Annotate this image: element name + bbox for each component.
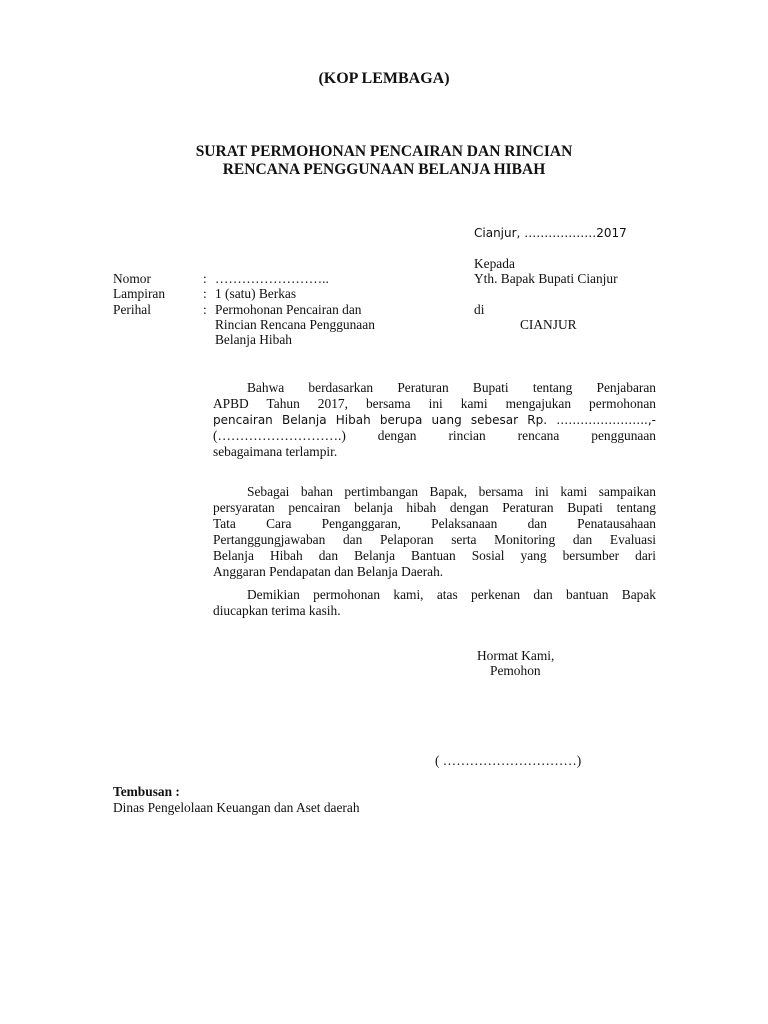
cc-label: Tembusan : (113, 784, 180, 799)
addressee-kepada: Kepada (474, 256, 515, 271)
place-city: Cianjur, (474, 226, 521, 240)
letterhead-placeholder: (KOP LEMBAGA) (318, 70, 450, 87)
cc-item: Dinas Pengelolaan Keuangan dan Aset daerah (113, 800, 360, 815)
nomor-colon: : (203, 271, 207, 286)
perihal-line3: Belanja Hibah (215, 332, 292, 347)
perihal-colon: : (203, 302, 207, 317)
nomor-value: …………………….. (215, 271, 329, 286)
perihal-line1: Permohonan Pencairan dan (215, 302, 362, 317)
paragraph-line: pencairan Belanja Hibah berupa uang sebesar Rp. …………………..,- (213, 413, 656, 427)
paragraph-line: diucapkan terima kasih. (213, 603, 341, 618)
paragraph-line: Anggaran Pendapatan dan Belanja Daerah. (213, 564, 444, 579)
lampiran-value: 1 (satu) Berkas (215, 286, 297, 301)
closing-hormat: Hormat Kami, (477, 648, 555, 663)
nomor-label: Nomor (113, 271, 151, 286)
paragraph-line: sebagaimana terlampir. (213, 444, 338, 459)
letter-title-line2: RENCANA PENGGUNAAN BELANJA HIBAH (222, 161, 546, 178)
signature-line: ( …………………………) (435, 753, 582, 768)
lampiran-colon: : (203, 286, 207, 301)
perihal-label: Perihal (113, 302, 151, 317)
place-date (474, 225, 627, 241)
body-paragraph-2 (213, 484, 656, 580)
paragraph-line: Belanja Hibah dan Belanja Bantuan Sosial yang bersumber dari (213, 548, 656, 563)
paragraph-line: Pertanggungjawaban dan Pelaporan serta Monitoring dan Evaluasi (213, 532, 656, 547)
paragraph-line: Sebagai bahan pertimbangan Bapak, bersama ini kami sampaikan (247, 484, 656, 499)
body-paragraph-3 (213, 587, 656, 619)
letter-title-line1: SURAT PERMOHONAN PENCAIRAN DAN RINCIAN (195, 143, 573, 160)
paragraph-line: persyaratan pencairan belanja hibah dengan Peraturan Bupati tentang (213, 500, 656, 515)
addressee-city: CIANJUR (520, 317, 577, 332)
paragraph-line: Demikian permohonan kami, atas perkenan dan bantuan Bapak (247, 587, 656, 602)
date-year: 2017 (596, 226, 627, 240)
date-blank: ……………… (524, 226, 597, 240)
perihal-line2: Rincian Rencana Penggunaan (215, 317, 375, 332)
paragraph-line: APBD Tahun 2017, bersama ini kami mengajukan permohonan (213, 396, 656, 411)
addressee-name: Yth. Bapak Bupati Cianjur (474, 271, 618, 286)
closing-pemohon: Pemohon (490, 663, 541, 678)
paragraph-line: Bahwa berdasarkan Peraturan Bupati tentang Penjabaran (247, 380, 656, 395)
lampiran-label: Lampiran (113, 286, 166, 301)
addressee-di: di (474, 302, 485, 317)
paragraph-line: Tata Cara Penganggaran, Pelaksanaan dan Penatausahaan (213, 516, 656, 531)
paragraph-line: (……………………….) dengan rincian rencana penggunaan (213, 428, 656, 443)
body-paragraph-1 (213, 380, 656, 460)
